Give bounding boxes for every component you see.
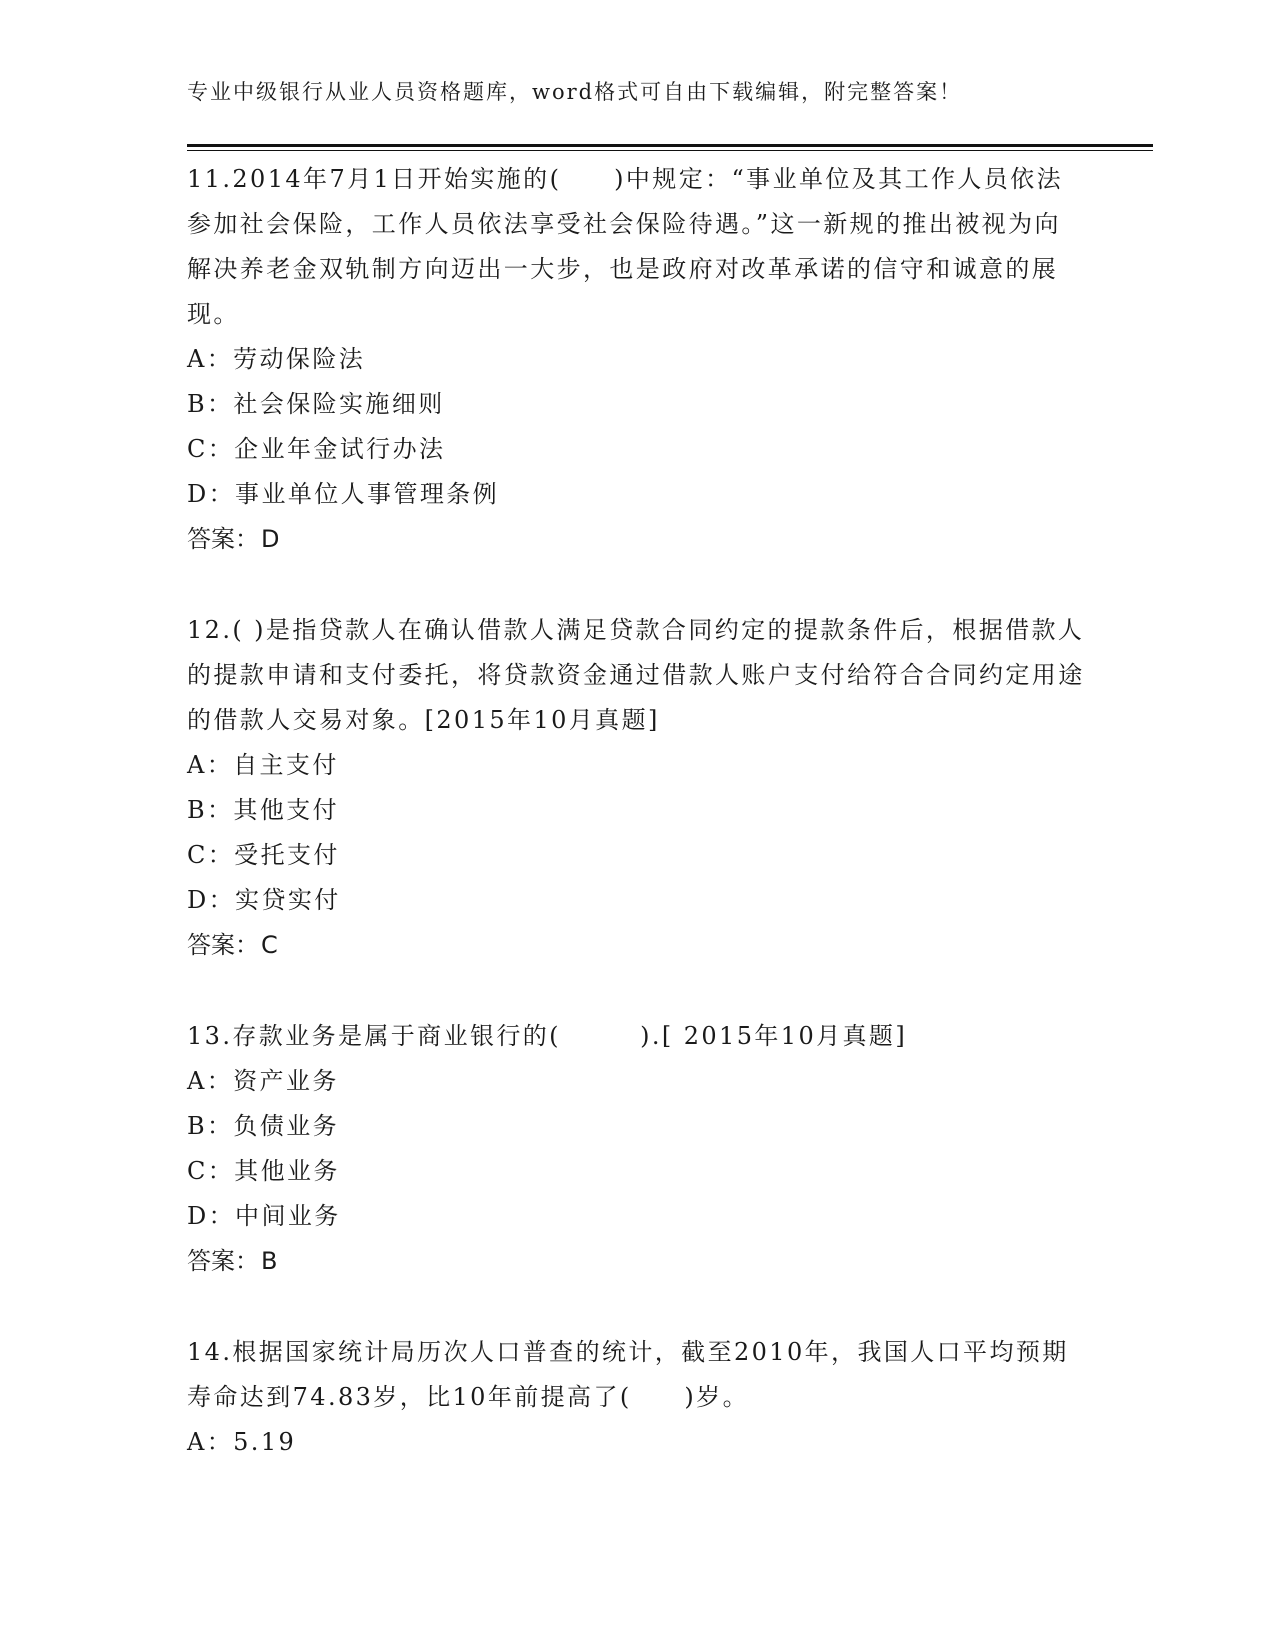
answer-value: B <box>261 1247 278 1275</box>
question-list <box>187 157 1087 1511</box>
answer-label: 答案： <box>187 1247 259 1275</box>
option-b: B：其他支付 <box>187 796 340 824</box>
question-13 <box>187 1014 1087 1284</box>
question-text: 14.根据国家统计局历次人口普查的统计，截至2010年，我国人口平均预期寿命达到74.83岁，比10年前提高了( )岁。 <box>187 1338 1069 1411</box>
answer-value: C <box>261 931 278 959</box>
answer-line <box>187 923 1087 968</box>
question-text: 11.2014年7月1日开始实施的( )中规定：“事业单位及其工作人员依法参加社会保险，工作人员依法享受社会保险待遇。”这一新规的推出被视为向解决养老金双轨制方向迈出一大步，也是政府对改革承诺的信守和诚意的展现。 <box>187 165 1063 328</box>
option-c: C：受托支付 <box>187 841 340 869</box>
question-12 <box>187 608 1087 968</box>
answer-value: D <box>261 525 280 553</box>
question-text: 12.( )是指贷款人在确认借款人满足贷款合同约定的提款条件后，根据借款人的提款申请和支付委托，将贷款资金通过借款人账户支付给符合合同约定用途的借款人交易对象。[2015年10月真题] <box>187 616 1085 734</box>
option-d: D：事业单位人事管理条例 <box>187 480 500 508</box>
header-rule-thin <box>187 150 1153 151</box>
answer-line <box>187 1239 1087 1284</box>
option-a: A：资产业务 <box>187 1067 339 1095</box>
option-b: B：社会保险实施细则 <box>187 390 445 418</box>
option-a: A：5.19 <box>187 1428 297 1456</box>
option-a: A：劳动保险法 <box>187 345 366 373</box>
answer-label: 答案： <box>187 931 259 959</box>
option-c: C：企业年金试行办法 <box>187 435 446 463</box>
option-d: D：中间业务 <box>187 1202 341 1230</box>
option-a: A：自主支付 <box>187 751 339 779</box>
question-text: 13.存款业务是属于商业银行的( ).[ 2015年10月真题] <box>187 1022 908 1050</box>
question-14 <box>187 1330 1087 1465</box>
answer-label: 答案： <box>187 525 259 553</box>
option-b: B：负债业务 <box>187 1112 340 1140</box>
page-header-text: 专业中级银行从业人员资格题库，word格式可自由下载编辑，附完整答案！ <box>187 80 963 104</box>
answer-line <box>187 517 1087 562</box>
option-c: C：其他业务 <box>187 1157 340 1185</box>
option-d: D：实贷实付 <box>187 886 341 914</box>
header-rule-thick <box>187 144 1153 147</box>
question-11 <box>187 157 1087 562</box>
